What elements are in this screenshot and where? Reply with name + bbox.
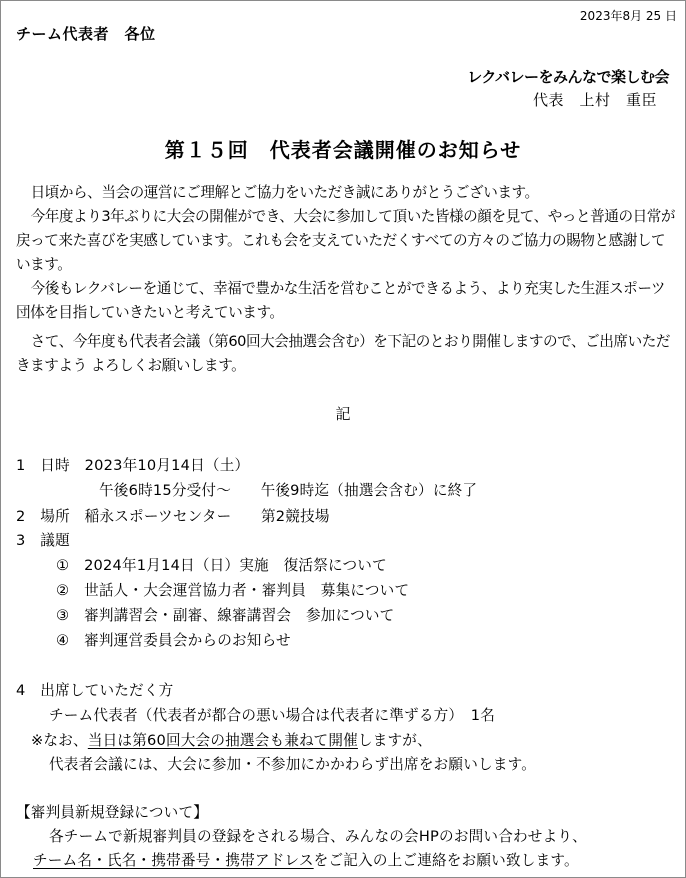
agenda-item: ③ 審判講習会・副審、線審講習会 参加について xyxy=(56,607,395,624)
note-prefix: ※なお、 xyxy=(31,732,88,749)
ki-heading: 記 xyxy=(335,405,351,423)
agenda-heading: 3 議題 xyxy=(16,532,70,549)
intro-section xyxy=(16,181,676,325)
document-title: 第１５回 代表者会議開催のお知らせ xyxy=(164,138,522,162)
intro-paragraph: 日頃から、当会の運営にご理解とご協力をいただき誠にありがとうございます。 xyxy=(30,184,539,201)
note-suffix: しますが、 xyxy=(357,732,432,749)
datetime-detail: 午後6時15分受付～ 午後9時迄（抽選会含む）に終了 xyxy=(99,482,478,499)
representative-name: 代表 上村 重臣 xyxy=(532,91,657,109)
note-underlined: 当日は第60回大会の抽選会も兼ねて開催 xyxy=(87,732,358,749)
referee-required-fields: チーム名・氏名・携帯番号・携帯アドレス xyxy=(33,852,314,869)
agenda-item: ④ 審判運営委員会からのお知らせ xyxy=(56,632,291,649)
referee-line2 xyxy=(33,849,579,870)
agenda-item: ① 2024年1月14日（日）実施 復活祭について xyxy=(56,557,387,574)
invitation-paragraph: さて、今年度も代表者会議（第60回大会抽選会含む）を下記のとおり開催しますので、ご出席いただきますよう よろしくお願いします。 xyxy=(16,333,671,374)
document-date: 2023年8月 25 日 xyxy=(579,9,677,23)
place-line: 2 場所 稲永スポーツセンター 第2競技場 xyxy=(16,508,330,525)
agenda-item: ② 世話人・大会運営協力者・審判員 募集について xyxy=(56,582,410,599)
attendee-detail: チーム代表者（代表者が都合の悪い場合は代表者に準ずる方） 1名 xyxy=(49,707,496,724)
attendance-note-line2: 代表者会議には、大会に参加・不参加にかかわらず出席をお願いします。 xyxy=(49,756,537,773)
attendance-note xyxy=(31,729,432,750)
invitation-section xyxy=(16,330,676,378)
intro-paragraph: 今年度より3年ぶりに大会の開催ができ、大会に参加して頂いた皆様の顔を見て、やっと普通の日常が戻って来た喜びを実感しています。これも会を支えていただくすべての方々のご協力の賜物と感謝しています。 xyxy=(16,208,676,273)
referee-heading: 【審判員新規登録について】 xyxy=(16,804,209,821)
referee-line1: 各チームで新規審判員の登録をされる場合、みんなの会HPのお問い合わせより、 xyxy=(49,828,587,845)
referee-line2-suffix: をご記入の上ご連絡をお願い致します。 xyxy=(313,852,579,869)
addressee: チーム代表者 各位 xyxy=(16,25,156,43)
datetime-heading: 1 日時 2023年10月14日（土） xyxy=(16,457,250,474)
intro-paragraph: 今後もレクバレーを通じて、幸福で豊かな生活を営むことができるよう、より充実した生涯スポーツ団体を目指していきたいと考えています。 xyxy=(16,280,666,321)
attendee-heading: 4 出席していただく方 xyxy=(16,682,174,699)
organization-name: レクバレーをみんなで楽しむ会 xyxy=(467,68,669,86)
